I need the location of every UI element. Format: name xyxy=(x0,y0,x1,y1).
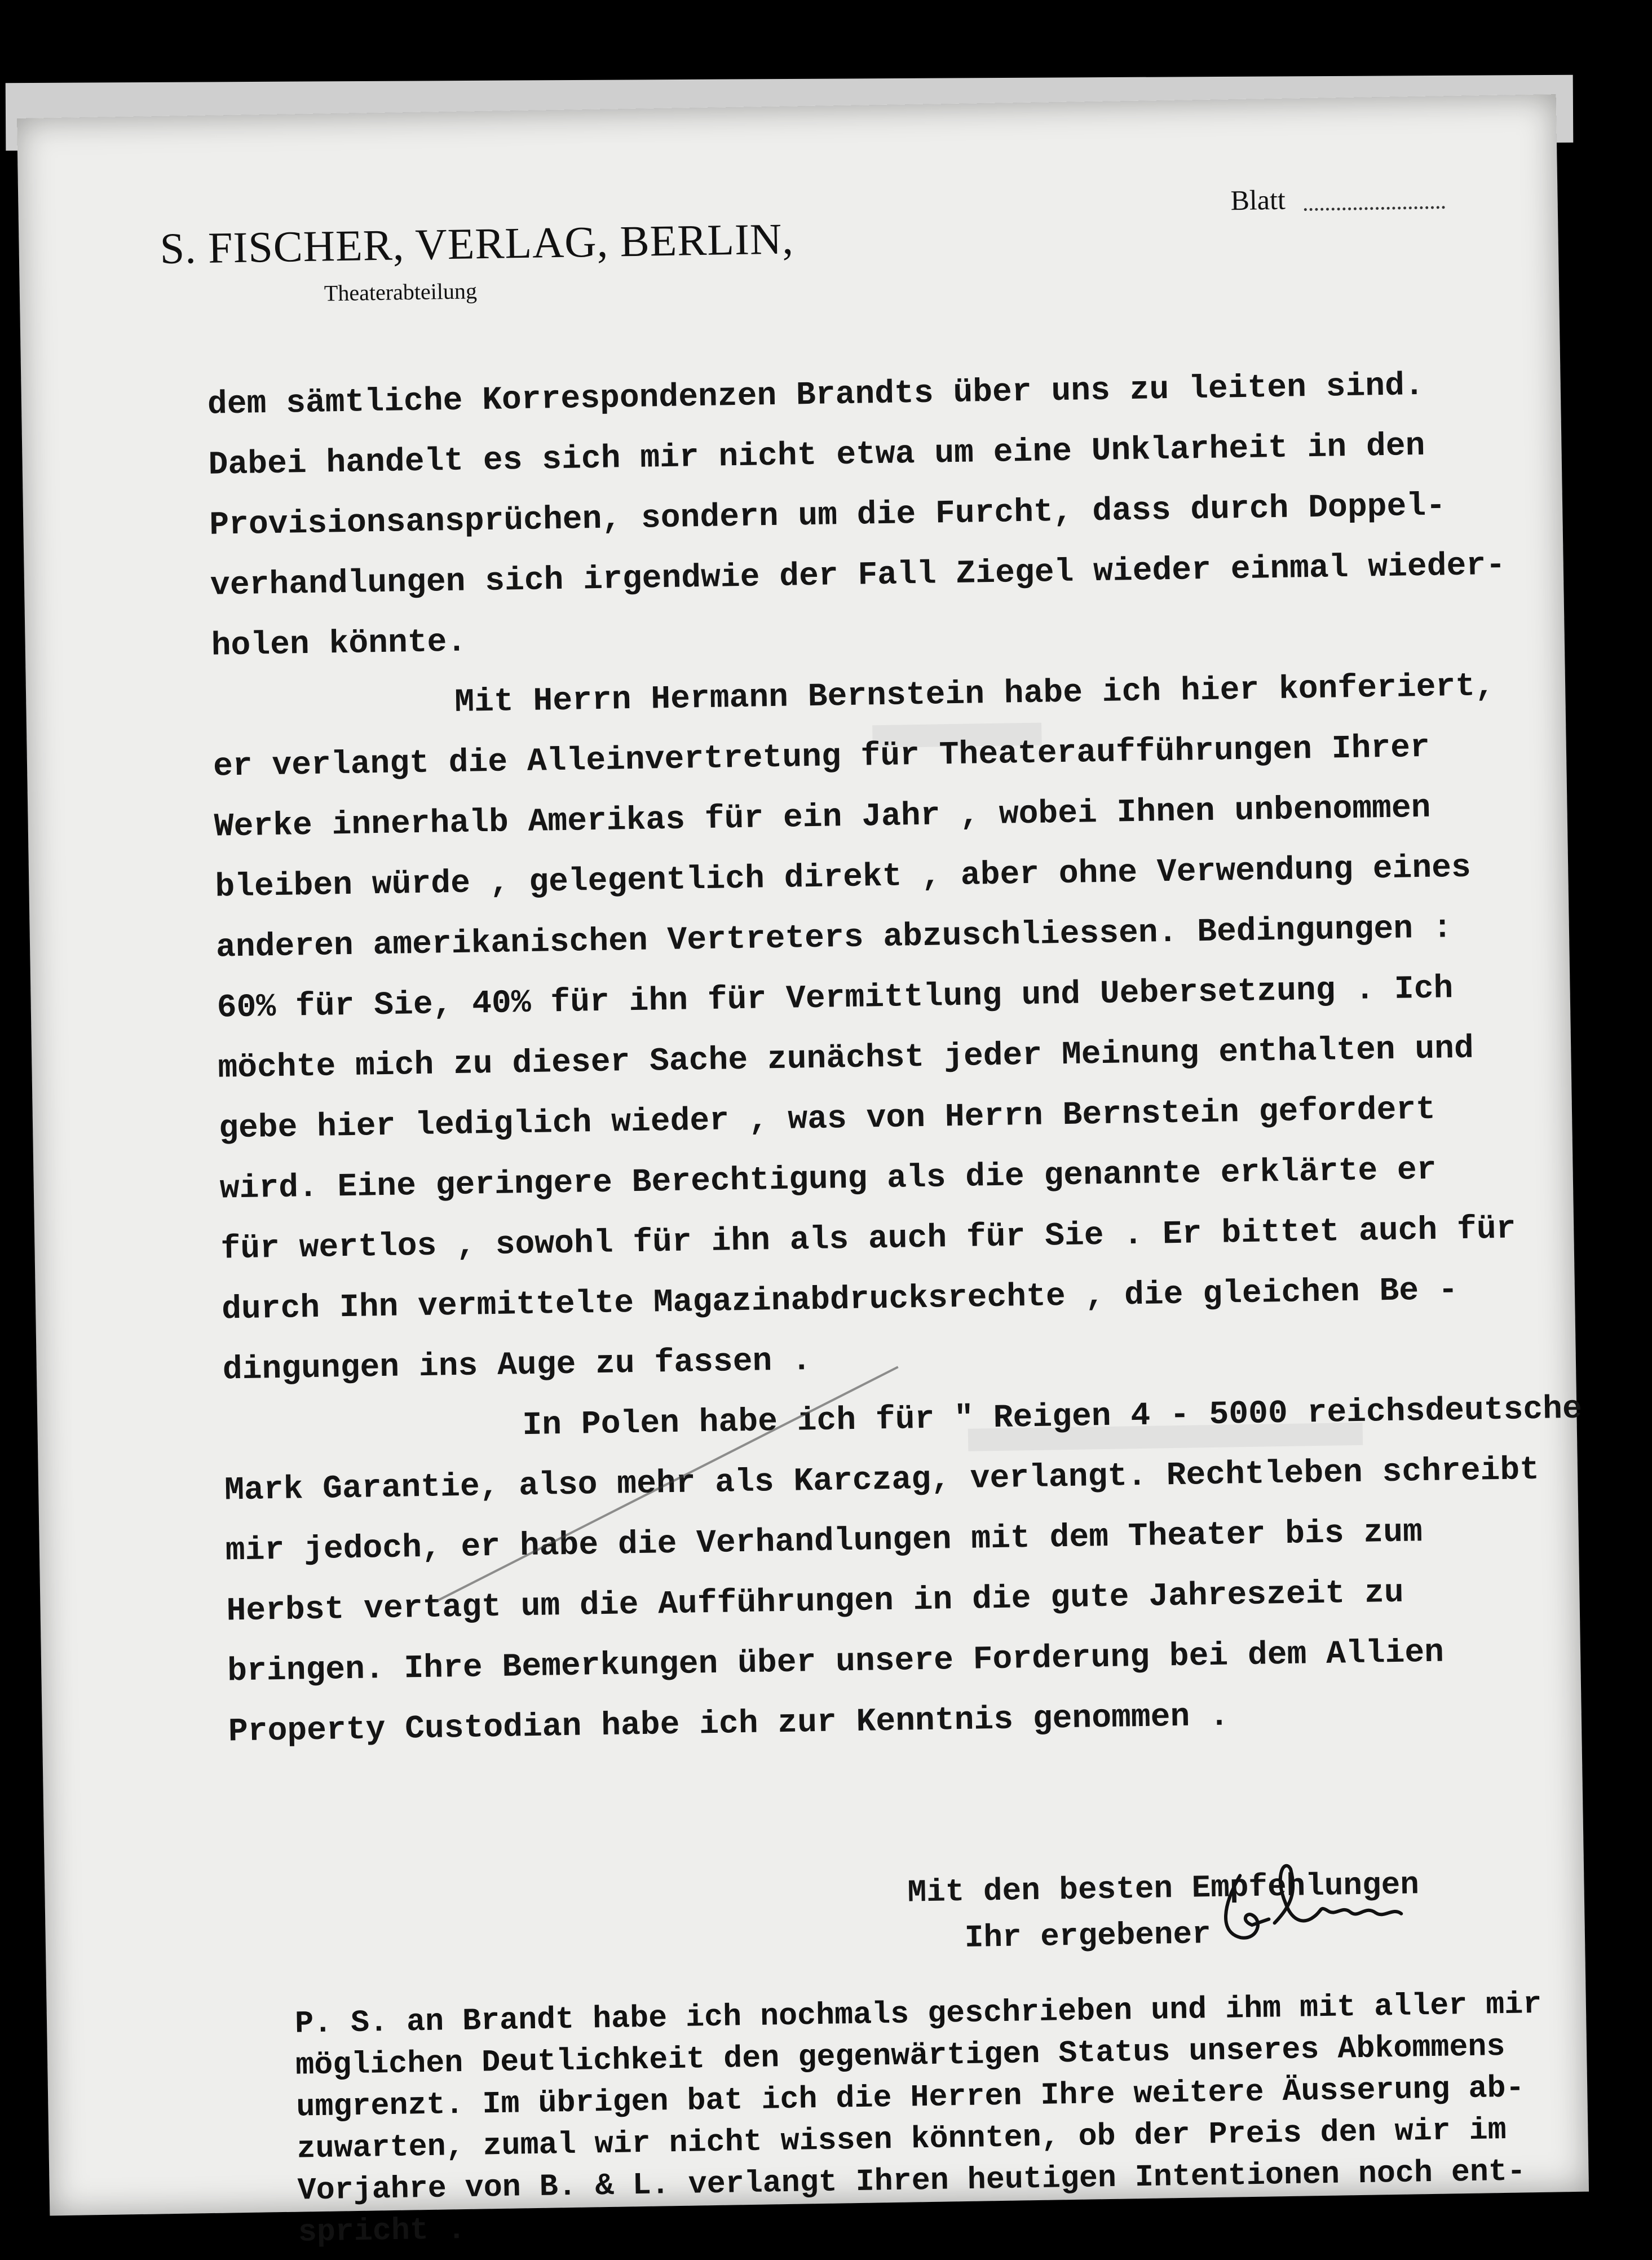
body-line: wird. Eine geringere Berechtigung als die genannte erklärte er xyxy=(219,1151,1437,1208)
body-line: Mit Herrn Hermann Bernstein habe ich hier konferiert, xyxy=(454,668,1495,721)
body-line: In Polen habe ich für " Reigen 4 - 5000 reichsdeutsche xyxy=(522,1391,1583,1445)
letterhead-department: Theaterabteilung xyxy=(324,278,478,306)
sheet-number-rule xyxy=(1304,206,1445,211)
letter-body xyxy=(207,354,1583,1762)
body-line: durch Ihn vermittelte Magazinabdrucksrechte , die gleichen Be - xyxy=(221,1272,1459,1328)
body-line: bringen. Ihre Bemerkungen über unsere Forderung bei dem Allien xyxy=(227,1634,1445,1690)
body-line: 60% für Sie, 40% für ihn für Vermittlung und Uebersetzung . Ich xyxy=(217,970,1454,1027)
body-line: Herbst vertagt um die Aufführungen in die gute Jahreszeit zu xyxy=(226,1574,1404,1630)
postscript-line: Vorjahre von B. & L. verlangt Ihren heutigen Intentionen noch ent- xyxy=(297,2153,1526,2209)
letterhead-company: S. FISCHER, VERLAG, BERLIN, xyxy=(159,214,794,273)
body-line: gebe hier lediglich wieder , was von Herrn Bernstein gefordert xyxy=(218,1091,1436,1147)
letter-sheet xyxy=(17,94,1589,2250)
body-line: holen könnte. xyxy=(211,624,467,665)
postscript-line: umgrenzt. Im übrigen bat ich die Herren Ihre weitere Äusserung ab- xyxy=(295,2070,1525,2125)
postscript xyxy=(295,1983,1573,2253)
body-line: Dabei handelt es sich mir nicht etwa um eine Unklarheit in den xyxy=(208,427,1425,484)
postscript-line: zuwarten, zumal wir nicht wissen könnten, ob der Preis den wir im xyxy=(297,2112,1507,2167)
body-line: er verlangt die Alleinvertretung für Theateraufführungen Ihrer xyxy=(213,729,1430,785)
body-line: Werke innerhalb Amerikas für ein Jahr , wobei Ihnen unbenommen xyxy=(214,789,1431,846)
handwritten-signature xyxy=(1206,1851,1411,1956)
body-line: für wertlos , sowohl für ihn als auch für Sie . Er bittet auch für xyxy=(220,1211,1516,1268)
closing-sign-off: Ihr ergebener xyxy=(964,1916,1212,1956)
body-line: Mark Garantie, also mehr als Karczag, verlangt. Rechtleben schreibt xyxy=(224,1451,1540,1509)
postscript-line: spricht . xyxy=(298,2212,466,2250)
body-line: Property Custodian habe ich zur Kenntnis genommen . xyxy=(228,1698,1230,1751)
closing-greeting: Mit den besten Empfehlungen xyxy=(907,1866,1420,1911)
body-line: verhandlungen sich irgendwie der Fall Ziegel wieder einmal wieder- xyxy=(210,547,1506,604)
body-line: möchte mich zu dieser Sache zunächst jeder Meinung enthalten und xyxy=(218,1030,1474,1087)
body-line: mir jedoch, er habe die Verhandlungen mit dem Theater bis zum xyxy=(225,1514,1423,1570)
body-line: dem sämtliche Korrespondenzen Brandts über uns zu leiten sind. xyxy=(207,367,1425,423)
postscript-line: möglichen Deutlichkeit den gegenwärtigen Status unseres Abkommens xyxy=(295,2028,1505,2084)
postscript-line: P. S. an Brandt habe ich nochmals geschrieben und ihm mit aller mir xyxy=(294,1986,1542,2042)
sheet-label: Blatt xyxy=(1230,183,1286,217)
body-line: dingungen ins Auge zu fassen . xyxy=(222,1343,812,1389)
body-line: Provisionsansprüchen, sondern um die Furcht, dass durch Doppel- xyxy=(209,488,1446,544)
body-line: anderen amerikanischen Vertreters abzuschliessen. Bedingungen : xyxy=(215,910,1453,966)
body-line: bleiben würde , gelegentlich direkt , aber ohne Verwendung eines xyxy=(214,849,1472,906)
